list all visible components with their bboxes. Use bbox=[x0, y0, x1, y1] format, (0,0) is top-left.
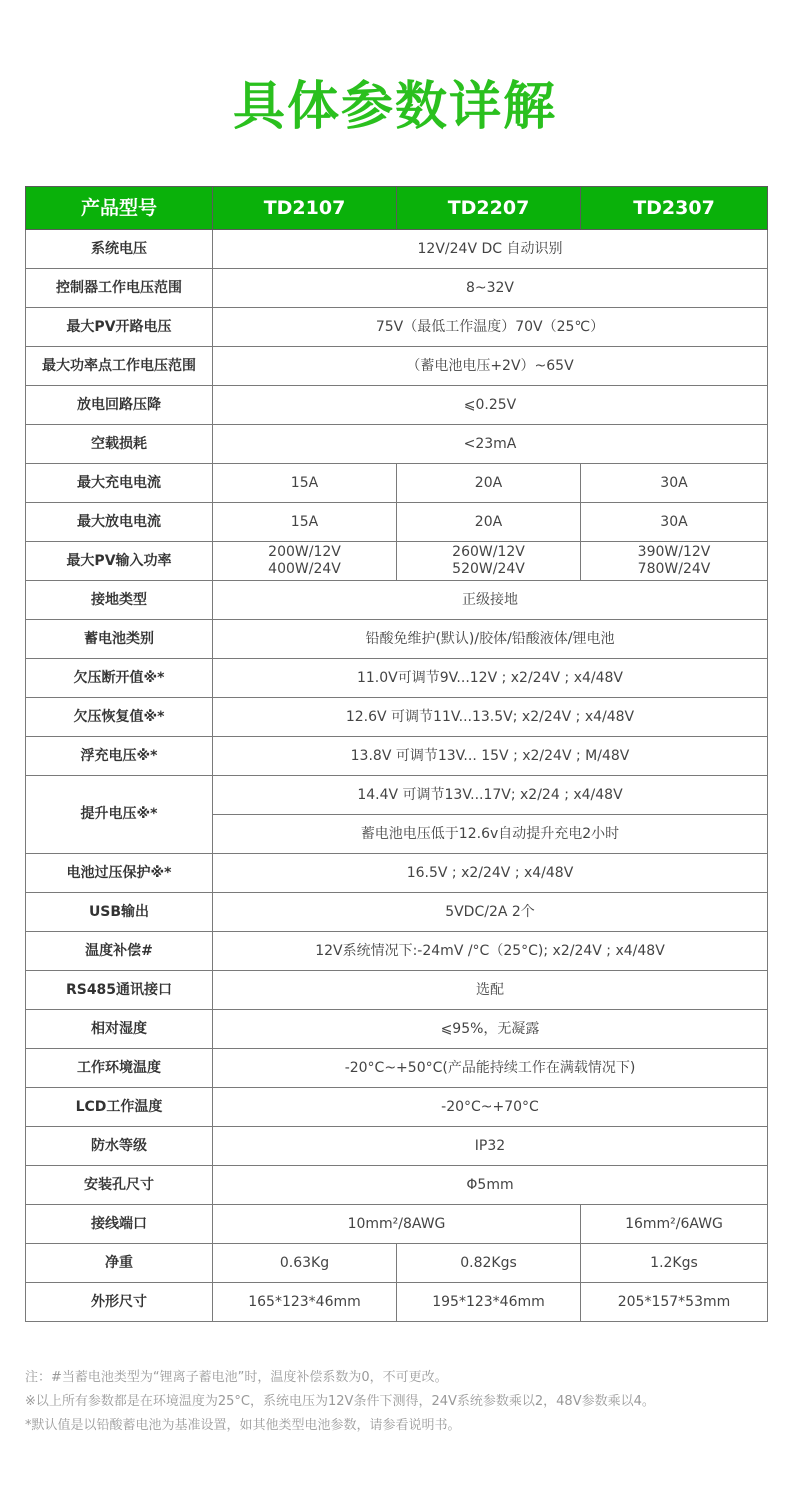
row-lcd-temp bbox=[26, 1088, 768, 1127]
row-label: 电池过压保护※* bbox=[26, 854, 213, 893]
table-header-row bbox=[26, 187, 768, 230]
row-label: 浮充电压※* bbox=[26, 737, 213, 776]
row-label: 净重 bbox=[26, 1244, 213, 1283]
row-value: -20°C~+50°C(产品能持续工作在满载情况下) bbox=[213, 1049, 768, 1088]
cell-td2207: 0.82Kgs bbox=[397, 1244, 581, 1283]
row-value: 选配 bbox=[213, 971, 768, 1010]
cell-td2107: 15A bbox=[213, 503, 397, 542]
header-model-label: 产品型号 bbox=[26, 187, 213, 230]
power-12v: 260W/12V bbox=[452, 544, 525, 560]
row-value: ⩽0.25V bbox=[213, 386, 768, 425]
row-label: LCD工作温度 bbox=[26, 1088, 213, 1127]
power-24v: 400W/24V bbox=[268, 561, 341, 577]
spec-table bbox=[25, 186, 768, 1322]
row-dimensions bbox=[26, 1283, 768, 1322]
power-12v: 200W/12V bbox=[268, 544, 341, 560]
row-max-pv-open-voltage bbox=[26, 308, 768, 347]
row-label: USB输出 bbox=[26, 893, 213, 932]
row-undervoltage-off bbox=[26, 659, 768, 698]
cell-td2107: 15A bbox=[213, 464, 397, 503]
row-value: （蓄电池电压+2V）~65V bbox=[213, 347, 768, 386]
power-24v: 520W/24V bbox=[452, 561, 525, 577]
row-label: 温度补偿# bbox=[26, 932, 213, 971]
row-value: 正级接地 bbox=[213, 581, 768, 620]
row-mppt-voltage-range bbox=[26, 347, 768, 386]
row-label: 系统电压 bbox=[26, 230, 213, 269]
row-value: ⩽95%，无凝露 bbox=[213, 1010, 768, 1049]
cell-td2307: 1.2Kgs bbox=[581, 1244, 768, 1283]
row-label: 欠压恢复值※* bbox=[26, 698, 213, 737]
power-12v: 390W/12V bbox=[637, 544, 711, 560]
cell-td2107: 165*123*46mm bbox=[213, 1283, 397, 1322]
cell-td2207: 20A bbox=[397, 503, 581, 542]
row-label: 最大PV输入功率 bbox=[26, 542, 213, 581]
row-label: 空载损耗 bbox=[26, 425, 213, 464]
row-value: 11.0V可调节9V...12V ; x2/24V ; x4/48V bbox=[213, 659, 768, 698]
page-title: 具体参数详解 bbox=[232, 77, 557, 137]
row-value: 8~32V bbox=[213, 269, 768, 308]
row-ground-type bbox=[26, 581, 768, 620]
row-label: 控制器工作电压范围 bbox=[26, 269, 213, 308]
header-model-td2307: TD2307 bbox=[581, 187, 768, 230]
row-value: <23mA bbox=[213, 425, 768, 464]
cell-td2207: 20A bbox=[397, 464, 581, 503]
row-label: 接地类型 bbox=[26, 581, 213, 620]
row-value: 12V/24V DC 自动识别 bbox=[213, 230, 768, 269]
row-value: 5VDC/2A 2个 bbox=[213, 893, 768, 932]
cell-td2107: 0.63Kg bbox=[213, 1244, 397, 1283]
cell-td2107-td2207: 10mm²/8AWG bbox=[213, 1205, 581, 1244]
cell-td2307: 30A bbox=[581, 503, 768, 542]
row-value: 16.5V ; x2/24V ; x4/48V bbox=[213, 854, 768, 893]
row-ambient-temp bbox=[26, 1049, 768, 1088]
row-max-charge-current bbox=[26, 464, 768, 503]
row-label: 外形尺寸 bbox=[26, 1283, 213, 1322]
row-label: 最大放电电流 bbox=[26, 503, 213, 542]
row-value: 75V（最低工作温度）70V（25℃） bbox=[213, 308, 768, 347]
row-label: 蓄电池类别 bbox=[26, 620, 213, 659]
row-overvoltage-protect bbox=[26, 854, 768, 893]
row-discharge-drop bbox=[26, 386, 768, 425]
row-value: 12V系统情况下:-24mV /°C（25°C); x2/24V ; x4/48V bbox=[213, 932, 768, 971]
footnotes bbox=[25, 1366, 785, 1438]
power-24v: 780W/24V bbox=[637, 561, 711, 577]
row-value: 14.4V 可调节13V...17V; x2/24 ; x4/48V bbox=[213, 776, 768, 815]
row-system-voltage bbox=[26, 230, 768, 269]
cell-td2207 bbox=[397, 542, 581, 581]
row-net-weight bbox=[26, 1244, 768, 1283]
row-label: 提升电压※* bbox=[26, 776, 213, 854]
row-value: 蓄电池电压低于12.6v自动提升充电2小时 bbox=[213, 815, 768, 854]
row-label: 安装孔尺寸 bbox=[26, 1166, 213, 1205]
row-label: 相对湿度 bbox=[26, 1010, 213, 1049]
row-label: 工作环境温度 bbox=[26, 1049, 213, 1088]
row-label: 欠压断开值※* bbox=[26, 659, 213, 698]
row-value: Φ5mm bbox=[213, 1166, 768, 1205]
cell-td2207: 195*123*46mm bbox=[397, 1283, 581, 1322]
row-value: 铅酸免维护(默认)/胶体/铅酸液体/锂电池 bbox=[213, 620, 768, 659]
row-mount-hole bbox=[26, 1166, 768, 1205]
row-float-voltage bbox=[26, 737, 768, 776]
row-label: RS485通讯接口 bbox=[26, 971, 213, 1010]
cell-td2107 bbox=[213, 542, 397, 581]
row-value: 12.6V 可调节11V...13.5V; x2/24V ; x4/48V bbox=[213, 698, 768, 737]
row-label: 放电回路压降 bbox=[26, 386, 213, 425]
row-label: 最大PV开路电压 bbox=[26, 308, 213, 347]
row-rs485 bbox=[26, 971, 768, 1010]
row-label: 接线端口 bbox=[26, 1205, 213, 1244]
row-temp-compensation bbox=[26, 932, 768, 971]
cell-td2307 bbox=[581, 542, 768, 581]
footnote-defaults: *默认值是以铅酸蓄电池为基准设置，如其他类型电池参数，请参看说明书。 bbox=[25, 1418, 461, 1433]
row-controller-voltage-range bbox=[26, 269, 768, 308]
row-no-load-loss bbox=[26, 425, 768, 464]
row-max-pv-power bbox=[26, 542, 768, 581]
footnote-test-conditions: ※以上所有参数都是在环境温度为25°C，系统电压为12V条件下测得，24V系统参数乘以2，48V参数乘以4。 bbox=[25, 1394, 655, 1409]
row-battery-type bbox=[26, 620, 768, 659]
header-model-td2107: TD2107 bbox=[213, 187, 397, 230]
row-boost-voltage bbox=[26, 776, 768, 815]
row-humidity bbox=[26, 1010, 768, 1049]
cell-td2307: 16mm²/6AWG bbox=[581, 1205, 768, 1244]
row-max-discharge-current bbox=[26, 503, 768, 542]
row-value: 13.8V 可调节13V... 15V ; x2/24V ; M/48V bbox=[213, 737, 768, 776]
cell-td2307: 30A bbox=[581, 464, 768, 503]
row-value: -20°C~+70°C bbox=[213, 1088, 768, 1127]
row-usb-output bbox=[26, 893, 768, 932]
row-label: 最大功率点工作电压范围 bbox=[26, 347, 213, 386]
row-undervoltage-recover bbox=[26, 698, 768, 737]
cell-td2307: 205*157*53mm bbox=[581, 1283, 768, 1322]
row-waterproof bbox=[26, 1127, 768, 1166]
row-label: 最大充电电流 bbox=[26, 464, 213, 503]
header-model-td2207: TD2207 bbox=[397, 187, 581, 230]
row-terminal bbox=[26, 1205, 768, 1244]
footnote-lithium: 注：#当蓄电池类型为“锂离子蓄电池”时，温度补偿系数为0，不可更改。 bbox=[25, 1370, 448, 1385]
row-label: 防水等级 bbox=[26, 1127, 213, 1166]
row-value: IP32 bbox=[213, 1127, 768, 1166]
